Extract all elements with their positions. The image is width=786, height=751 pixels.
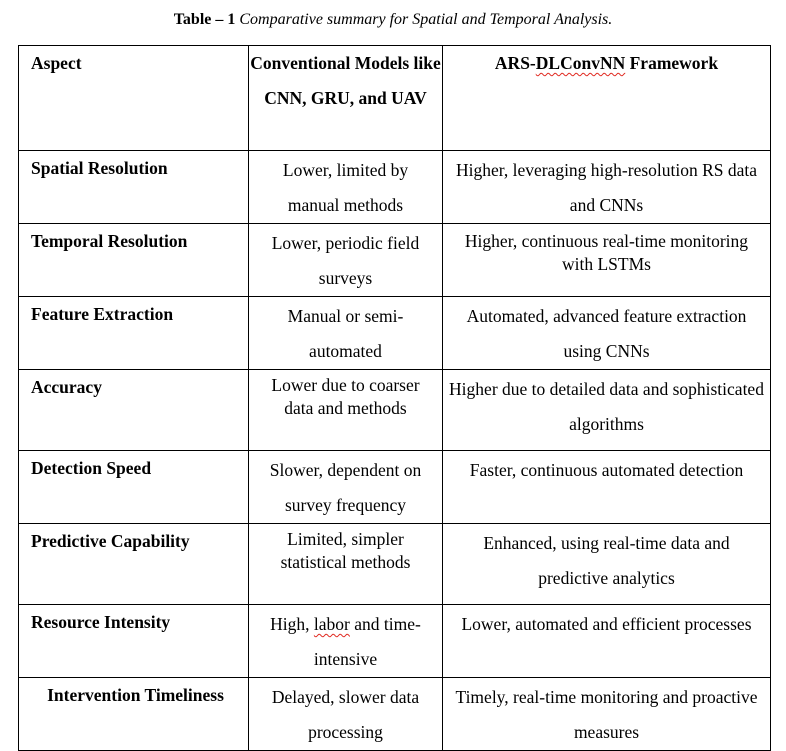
header-ars-suffix: Framework — [625, 53, 719, 73]
table-row — [19, 224, 771, 297]
table-row — [19, 678, 771, 751]
row-aspect: Detection Speed — [19, 451, 249, 524]
row-conventional — [249, 605, 443, 678]
row-ars: Higher due to detailed data and sophisticated algorithms — [443, 370, 771, 451]
row-conventional: Lower, periodic field surveys — [249, 224, 443, 297]
header-conventional: Conventional Models like CNN, GRU, and UAV — [249, 46, 443, 151]
row-ars: Automated, advanced feature extraction using CNNs — [443, 297, 771, 370]
row-aspect: Temporal Resolution — [19, 224, 249, 297]
row-ars: Faster, continuous automated detection — [443, 451, 771, 524]
header-row — [19, 46, 771, 151]
table-row — [19, 370, 771, 451]
row-aspect: Accuracy — [19, 370, 249, 451]
header-aspect: Aspect — [19, 46, 249, 151]
row-ars: Lower, automated and efficient processes — [443, 605, 771, 678]
header-ars-spellcheck: DLConvNN — [535, 53, 626, 73]
row-aspect: Spatial Resolution — [19, 151, 249, 224]
header-ars — [443, 46, 771, 151]
row-aspect: Resource Intensity — [19, 605, 249, 678]
row-conventional: Limited, simpler statistical methods — [249, 524, 443, 605]
table-row — [19, 524, 771, 605]
row-ars: Higher, leveraging high-resolution RS data and CNNs — [443, 151, 771, 224]
row-conventional: Delayed, slower data processing — [249, 678, 443, 751]
row-ars: Enhanced, using real-time data and predictive analytics — [443, 524, 771, 605]
row-aspect: Intervention Timeliness — [19, 678, 249, 751]
row-aspect: Predictive Capability — [19, 524, 249, 605]
row-conventional: Lower, limited by manual methods — [249, 151, 443, 224]
table-row — [19, 451, 771, 524]
row-conventional: Slower, dependent on survey frequency — [249, 451, 443, 524]
row-conventional: Manual or semi-automated — [249, 297, 443, 370]
header-ars-prefix: ARS- — [494, 53, 536, 73]
row-conventional-prefix: High, — [270, 614, 314, 634]
row-conventional: Lower due to coarser data and methods — [249, 370, 443, 451]
table-row — [19, 151, 771, 224]
row-aspect: Feature Extraction — [19, 297, 249, 370]
row-ars: Timely, real-time monitoring and proactive measures — [443, 678, 771, 751]
row-ars: Higher, continuous real-time monitoring with LSTMs — [443, 224, 771, 297]
row-conventional-spellcheck: labor — [313, 614, 350, 634]
table-row — [19, 605, 771, 678]
caption-text: Comparative summary for Spatial and Temporal Analysis. — [239, 11, 613, 28]
caption-label: Table – 1 — [173, 11, 236, 28]
table-caption — [0, 10, 786, 30]
comparison-table — [18, 45, 771, 751]
table-row — [19, 297, 771, 370]
row-conventional-suffix: and time-intensive — [313, 614, 421, 669]
